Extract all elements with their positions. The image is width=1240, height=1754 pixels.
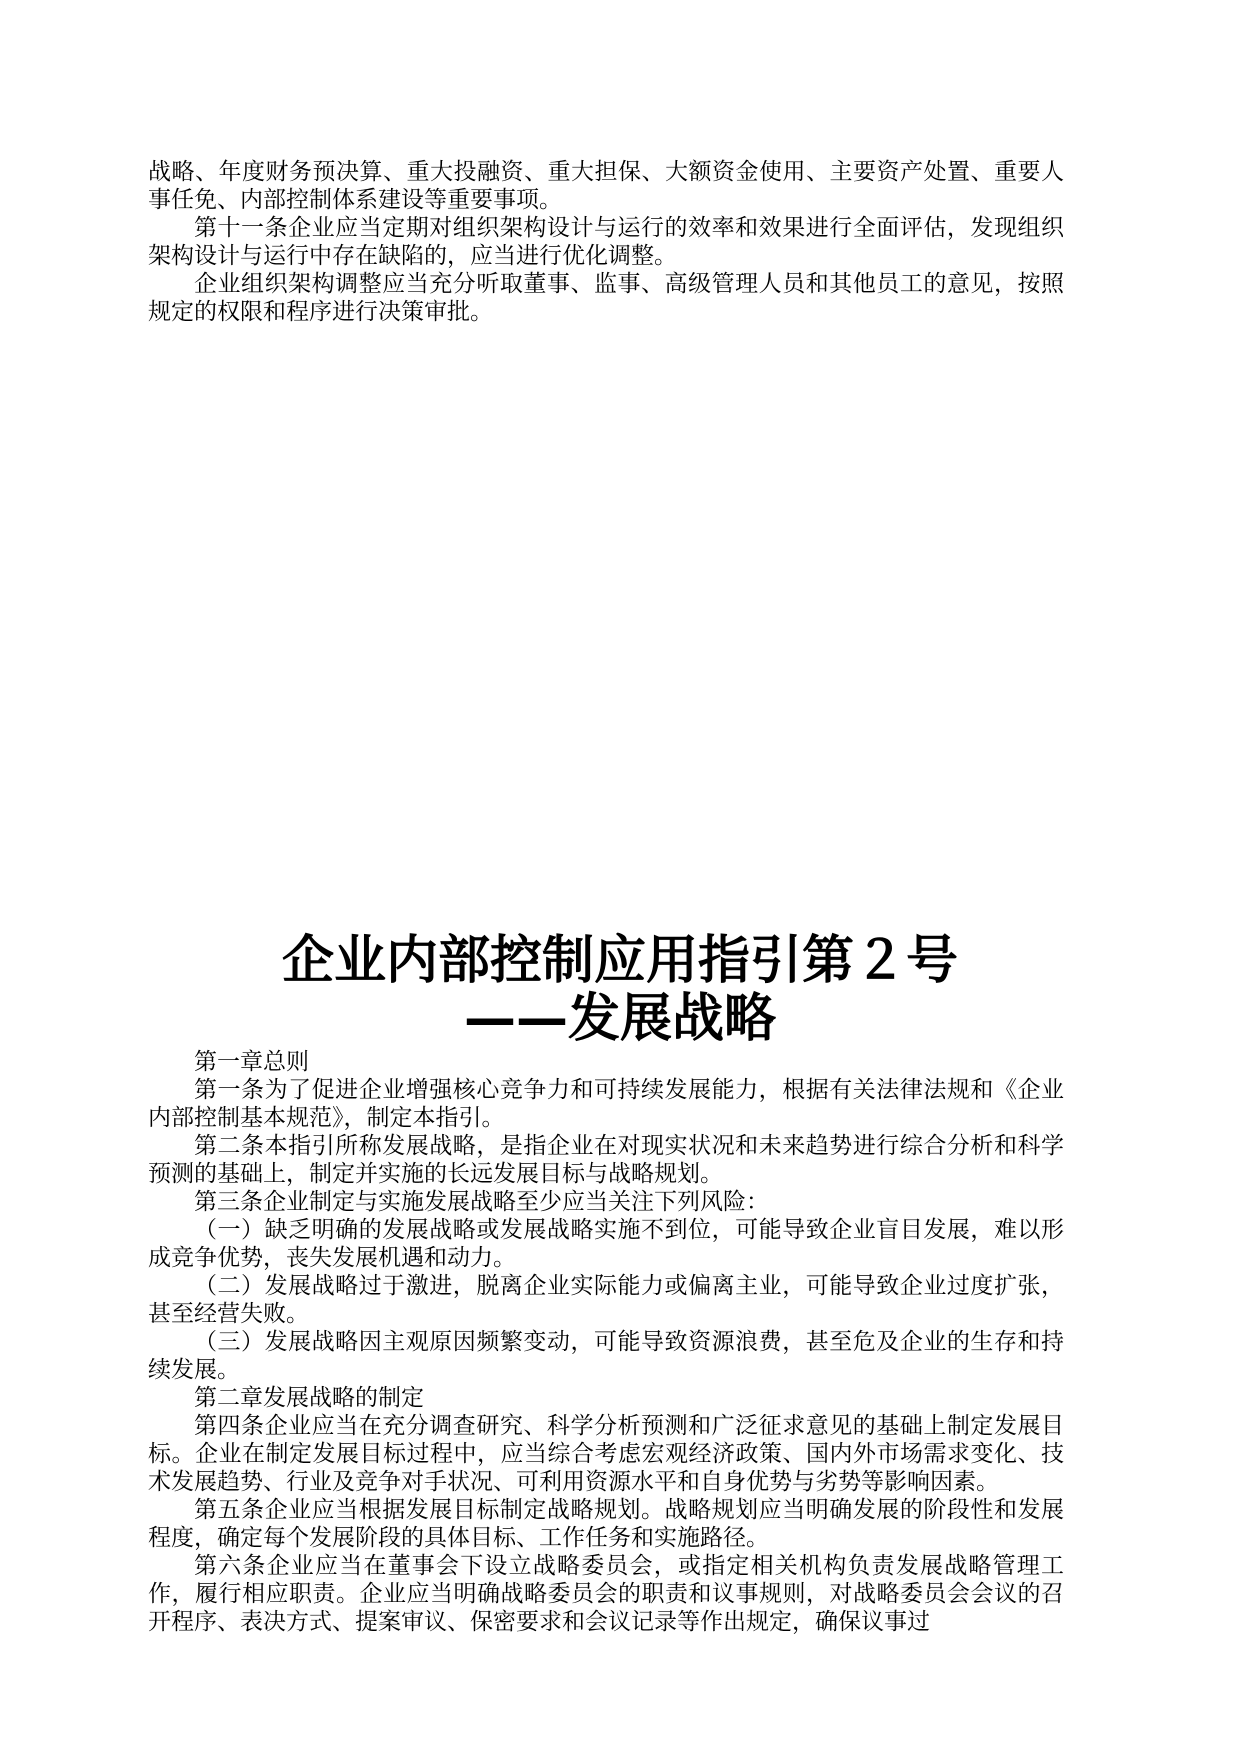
paragraph: 第一条为了促进企业增强核心竞争力和可持续发展能力，根据有关法律法规和《企业内部控制基本规范》，制定本指引。 [148, 1077, 1064, 1131]
paragraph: 第三条企业制定与实施发展战略至少应当关注下列风险： [194, 1189, 769, 1215]
paragraph: 第五条企业应当根据发展目标制定战略规划。战略规划应当明确发展的阶段性和发展程度，确定每个发展阶段的具体目标、工作任务和实施路径。 [148, 1497, 1064, 1551]
paragraph: （三）发展战略因主观原因频繁变动，可能导致资源浪费，甚至危及企业的生存和持续发展。 [148, 1329, 1064, 1383]
document-title [148, 932, 1092, 1048]
paragraph: 第四条企业应当在充分调查研究、科学分析预测和广泛征求意见的基础上制定发展目标。企业在制定发展目标过程中，应当综合考虑宏观经济政策、国内外市场需求变化、技术发展趋势、行业及竞争对手状况、可利用资源水平和自身优势与劣势等影响因素。 [148, 1413, 1064, 1495]
title-line-1: 企业内部控制应用指引第２号 [281, 931, 958, 991]
paragraph: 第十一条企业应当定期对组织架构设计与运行的效率和效果进行全面评估，发现组织架构设计与运行中存在缺陷的，应当进行优化调整。 [148, 215, 1064, 269]
top-text-section [148, 158, 1064, 326]
paragraph: 企业组织架构调整应当充分听取董事、监事、高级管理人员和其他员工的意见，按照规定的权限和程序进行决策审批。 [148, 271, 1064, 325]
chapter-heading: 第一章总则 [194, 1049, 309, 1075]
paragraph: 第二条本指引所称发展战略，是指企业在对现实状况和未来趋势进行综合分析和科学预测的基础上，制定并实施的长远发展目标与战略规划。 [148, 1133, 1064, 1187]
chapter-heading: 第二章发展战略的制定 [194, 1385, 424, 1411]
paragraph: （二）发展战略过于激进，脱离企业实际能力或偏离主业，可能导致企业过度扩张，甚至经营失败。 [148, 1273, 1064, 1327]
title-line-2: ——发展战略 [463, 989, 776, 1049]
body-text-section [148, 1048, 1064, 1636]
paragraph: 战略、年度财务预决算、重大投融资、重大担保、大额资金使用、主要资产处置、重要人事任免、内部控制体系建设等重要事项。 [148, 159, 1064, 213]
paragraph: 第六条企业应当在董事会下设立战略委员会，或指定相关机构负责发展战略管理工作，履行相应职责。企业应当明确战略委员会的职责和议事规则，对战略委员会会议的召开程序、表决方式、提案审议、保密要求和会议记录等作出规定，确保议事过 [148, 1553, 1064, 1635]
paragraph: （一）缺乏明确的发展战略或发展战略实施不到位，可能导致企业盲目发展，难以形成竞争优势，丧失发展机遇和动力。 [148, 1217, 1064, 1271]
